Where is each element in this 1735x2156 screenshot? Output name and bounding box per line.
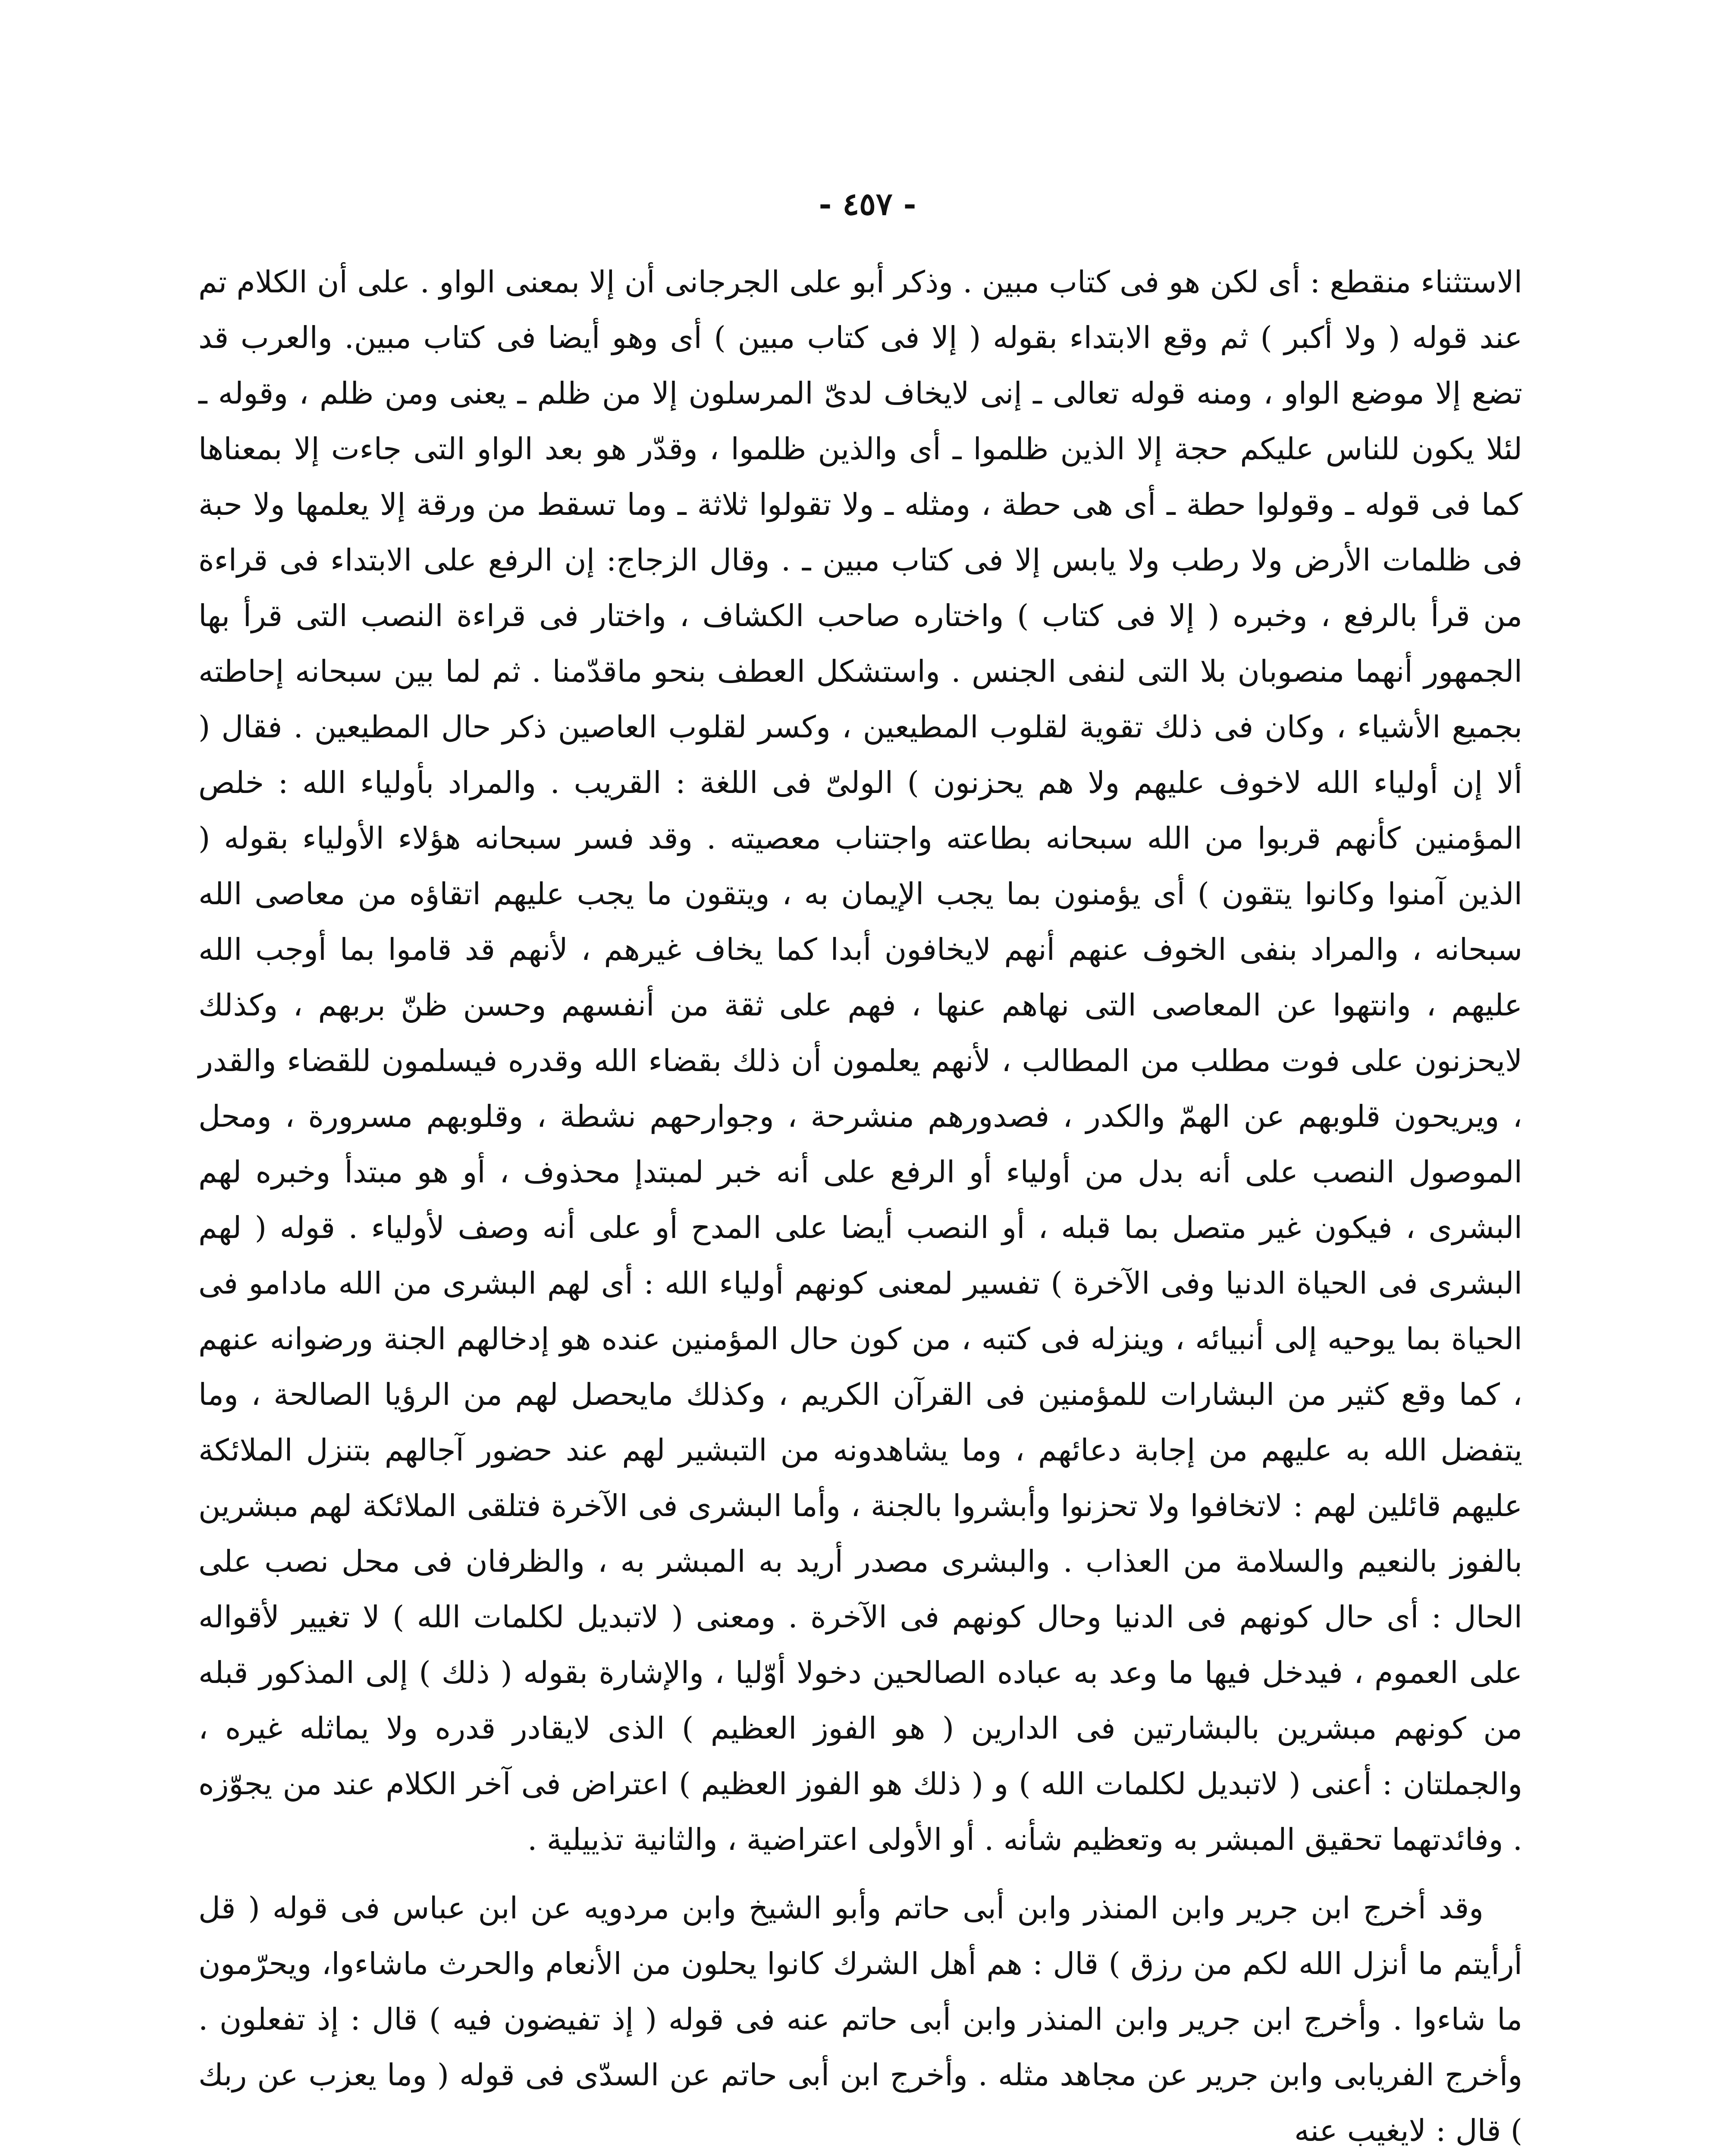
body-text xyxy=(198,254,1522,2156)
paragraph-narrations: وقد أخرج ابن جرير وابن المنذر وابن أبى حاتم وأبو الشيخ وابن مردويه عن ابن عباس فى قوله ( قل أرأيتم ما أنزل الله لكم من رزق ) قال : هم أهل الشرك كانوا يحلون من الأنعام والحرث ماشاءوا، ويحرّمون ما شاءوا . وأخرج ابن جرير وابن المنذر وابن أبى حاتم عنه فى قوله ( إذ تفيضون فيه ) قال : إذ تفعلون . وأخرج الفريابى وابن جرير عن مجاهد مثله . وأخرج ابن أبى حاتم عن السدّى فى قوله ( وما يعزب عن ربك ) قال : لايغيب عنه xyxy=(198,1890,1522,2148)
page-number: - ٤٥٧ - xyxy=(819,185,916,222)
paragraph-commentary: الاستثناء منقطع : أى لكن هو فى كتاب مبين . وذكر أبو على الجرجانى أن إلا بمعنى الواو . على أن الكلام تم عند قوله ( ولا أكبر ) ثم وقع الابتداء بقوله ( إلا فى كتاب مبين ) أى وهو أيضا فى كتاب مبين. والعرب قد تضع إلا موضع الواو ، ومنه قوله تعالى ـ إنى لايخاف لدىّ المرسلون إلا من ظلم ـ يعنى ومن ظلم ، وقوله ـ لئلا يكون للناس عليكم حجة إلا الذين ظلموا ـ أى والذين ظلموا ، وقدّر هو بعد الواو التى جاءت إلا بمعناها كما فى قوله ـ وقولوا حطة ـ أى هى حطة ، ومثله ـ ولا تقولوا ثلاثة ـ وما تسقط من ورقة إلا يعلمها ولا حبة فى ظلمات الأرض ولا رطب ولا يابس إلا فى كتاب مبين ـ . وقال الزجاج: إن الرفع على الابتداء فى قراءة من قرأ بالرفع ، وخبره ( إلا فى كتاب ) واختاره صاحب الكشاف ، واختار فى قراءة النصب التى قرأ بها الجمهور أنهما منصوبان بلا التى لنفى الجنس . واستشكل العطف بنحو ماقدّمنا . ثم لما بين سبحانه إحاطته بجميع الأشياء ، وكان فى ذلك تقوية لقلوب المطيعين ، وكسر لقلوب العاصين ذكر حال المطيعين . فقال ( ألا إن أولياء الله لاخوف عليهم ولا هم يحزنون ) الولىّ فى اللغة : القريب . والمراد بأولياء الله : خلص المؤمنين كأنهم قربوا من الله سبحانه بطاعته واجتناب معصيته . وقد فسر سبحانه هؤلاء الأولياء بقوله ( الذين آمنوا وكانوا يتقون ) أى يؤمنون بما يجب الإيمان به ، ويتقون ما يجب عليهم اتقاؤه من معاصى الله سبحانه ، والمراد بنفى الخوف عنهم أنهم لايخافون أبدا كما يخاف غيرهم ، لأنهم قد قاموا بما أوجب الله عليهم ، وانتهوا عن المعاصى التى نهاهم عنها ، فهم على ثقة من أنفسهم وحسن ظنّ بربهم ، وكذلك لايحزنون على فوت مطلب من المطالب ، لأنهم يعلمون أن ذلك بقضاء الله وقدره فيسلمون للقضاء والقدر ، ويريحون قلوبهم عن الهمّ والكدر ، فصدورهم منشرحة ، وجوارحهم نشطة ، وقلوبهم مسرورة ، ومحل الموصول النصب على أنه بدل من أولياء أو الرفع على أنه خبر لمبتدإ محذوف ، أو هو مبتدأ وخبره لهم البشرى ، فيكون غير متصل بما قبله ، أو النصب أيضا على المدح أو على أنه وصف لأولياء . قوله ( لهم البشرى فى الحياة الدنيا وفى الآخرة ) تفسير لمعنى كونهم أولياء الله : أى لهم البشرى من الله مادامو فى الحياة بما يوحيه إلى أنبيائه ، وينزله فى كتبه ، من كون حال المؤمنين عنده هو إدخالهم الجنة ورضوانه عنهم ، كما وقع كثير من البشارات للمؤمنين فى القرآن الكريم ، وكذلك مايحصل لهم من الرؤيا الصالحة ، وما يتفضل الله به عليهم من إجابة دعائهم ، وما يشاهدونه من التبشير لهم عند حضور آجالهم بتنزل الملائكة عليهم قائلين لهم : لاتخافوا ولا تحزنوا وأبشروا بالجنة ، وأما البشرى فى الآخرة فتلقى الملائكة لهم مبشرين بالفوز بالنعيم والسلامة من العذاب . والبشرى مصدر أريد به المبشر به ، والظرفان فى محل نصب على الحال : أى حال كونهم فى الدنيا وحال كونهم فى الآخرة . ومعنى ( لاتبديل لكلمات الله ) لا تغيير لأقواله على العموم ، فيدخل فيها ما وعد به عباده الصالحين دخولا أوّليا ، والإشارة بقوله ( ذلك ) إلى المذكور قبله من كونهم مبشرين بالبشارتين فى الدارين ( هو الفوز العظيم ) الذى لايقادر قدره ولا يماثله غيره ، والجملتان : أعنى ( لاتبديل لكلمات الله ) و ( ذلك هو الفوز العظيم ) اعتراض فى آخر الكلام عند من يجوّزه . وفائدتهما تحقيق المبشر به وتعظيم شأنه . أو الأولى اعتراضية ، والثانية تذييلية . xyxy=(198,264,1523,1857)
